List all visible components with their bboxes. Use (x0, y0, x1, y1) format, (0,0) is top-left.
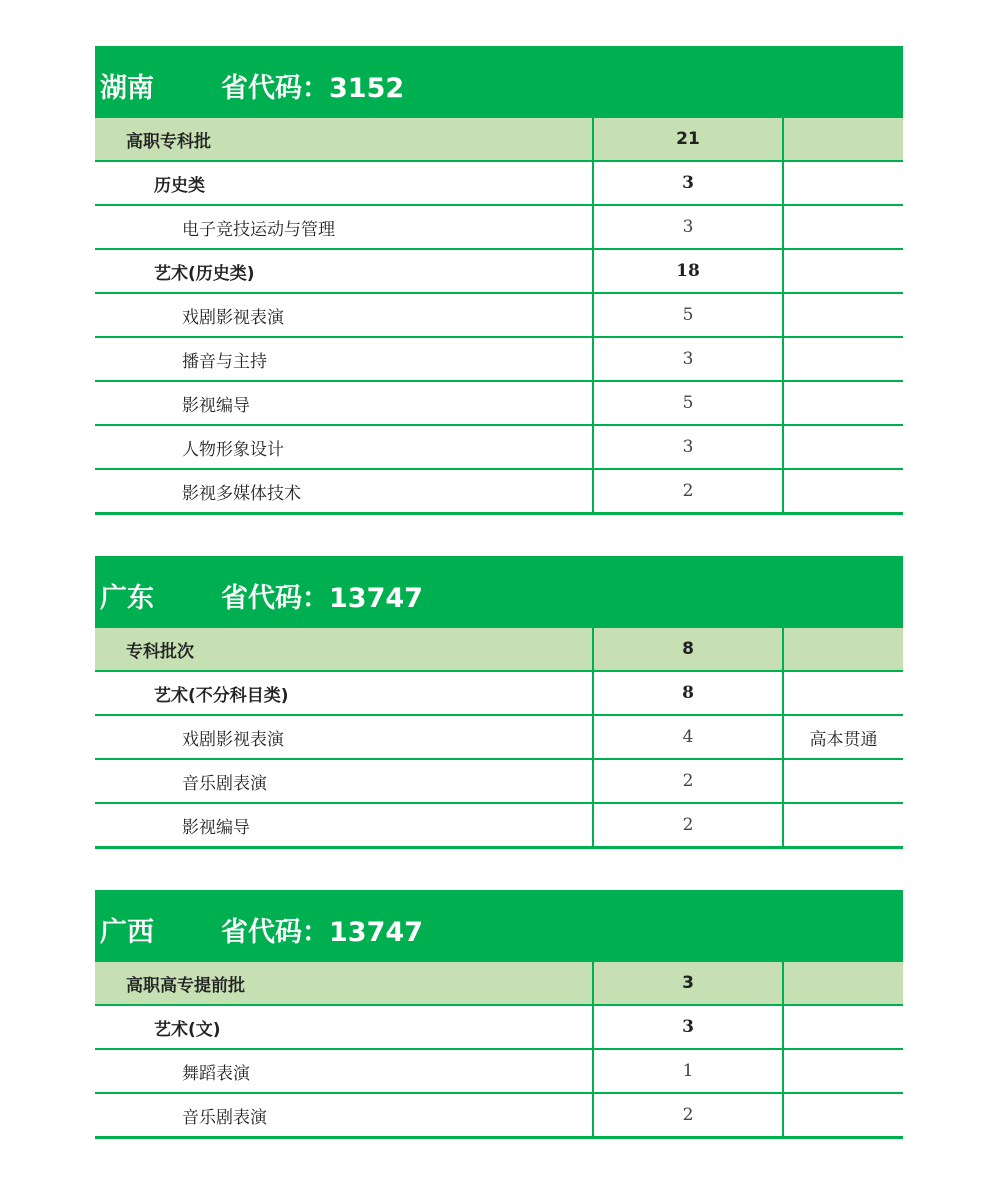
major-note (783, 425, 903, 469)
major-row (95, 1093, 903, 1138)
major-label: 影视多媒体技术 (95, 469, 593, 514)
major-count: 3 (593, 337, 783, 381)
major-row (95, 381, 903, 425)
major-note (783, 337, 903, 381)
batch-label: 高职专科批 (95, 118, 593, 161)
major-label: 影视编导 (95, 381, 593, 425)
major-note (783, 381, 903, 425)
major-label: 戏剧影视表演 (95, 293, 593, 337)
major-count: 2 (593, 469, 783, 514)
province-section-guangdong (95, 556, 903, 849)
category-note (783, 671, 903, 715)
major-count: 3 (593, 205, 783, 249)
major-note (783, 293, 903, 337)
category-count: 3 (593, 161, 783, 205)
category-count: 18 (593, 249, 783, 293)
province-name: 湖南 (100, 73, 154, 104)
major-count: 2 (593, 803, 783, 848)
major-row (95, 425, 903, 469)
major-row (95, 205, 903, 249)
major-row (95, 337, 903, 381)
category-row (95, 671, 903, 715)
major-note (783, 205, 903, 249)
major-label: 戏剧影视表演 (95, 715, 593, 759)
province-name: 广西 (100, 917, 154, 948)
major-label: 影视编导 (95, 803, 593, 848)
major-row (95, 803, 903, 848)
major-row (95, 1049, 903, 1093)
major-label: 电子竞技运动与管理 (95, 205, 593, 249)
enrollment-table (95, 118, 903, 515)
section-header (95, 46, 903, 118)
major-note (783, 803, 903, 848)
batch-row (95, 118, 903, 161)
major-count: 4 (593, 715, 783, 759)
major-count: 5 (593, 293, 783, 337)
batch-label: 专科批次 (95, 628, 593, 671)
major-count: 1 (593, 1049, 783, 1093)
category-label: 艺术(历史类) (95, 249, 593, 293)
province-section-hunan (95, 46, 903, 515)
province-code: 省代码：13747 (221, 917, 423, 948)
major-label: 舞蹈表演 (95, 1049, 593, 1093)
province-section-guangxi (95, 890, 903, 1139)
batch-count: 3 (593, 962, 783, 1005)
major-row (95, 715, 903, 759)
major-note: 高本贯通 (783, 715, 903, 759)
category-note (783, 161, 903, 205)
batch-row (95, 628, 903, 671)
major-note (783, 759, 903, 803)
major-note (783, 1093, 903, 1138)
enrollment-table (95, 628, 903, 849)
category-label: 历史类 (95, 161, 593, 205)
batch-row (95, 962, 903, 1005)
category-label: 艺术(不分科目类) (95, 671, 593, 715)
section-header (95, 556, 903, 628)
batch-count: 21 (593, 118, 783, 161)
category-row (95, 249, 903, 293)
major-note (783, 469, 903, 514)
batch-note (783, 962, 903, 1005)
major-label: 人物形象设计 (95, 425, 593, 469)
province-code: 省代码：3152 (221, 73, 405, 104)
category-count: 8 (593, 671, 783, 715)
batch-label: 高职高专提前批 (95, 962, 593, 1005)
category-row (95, 161, 903, 205)
province-code: 省代码：13747 (221, 583, 423, 614)
major-row (95, 293, 903, 337)
major-count: 5 (593, 381, 783, 425)
batch-note (783, 118, 903, 161)
category-label: 艺术(文) (95, 1005, 593, 1049)
major-count: 2 (593, 759, 783, 803)
enrollment-table (95, 962, 903, 1139)
batch-count: 8 (593, 628, 783, 671)
major-label: 音乐剧表演 (95, 1093, 593, 1138)
major-count: 2 (593, 1093, 783, 1138)
major-row (95, 759, 903, 803)
category-row (95, 1005, 903, 1049)
section-header (95, 890, 903, 962)
province-name: 广东 (100, 583, 154, 614)
major-count: 3 (593, 425, 783, 469)
major-label: 音乐剧表演 (95, 759, 593, 803)
category-note (783, 249, 903, 293)
category-count: 3 (593, 1005, 783, 1049)
category-note (783, 1005, 903, 1049)
major-note (783, 1049, 903, 1093)
batch-note (783, 628, 903, 671)
major-label: 播音与主持 (95, 337, 593, 381)
major-row (95, 469, 903, 514)
